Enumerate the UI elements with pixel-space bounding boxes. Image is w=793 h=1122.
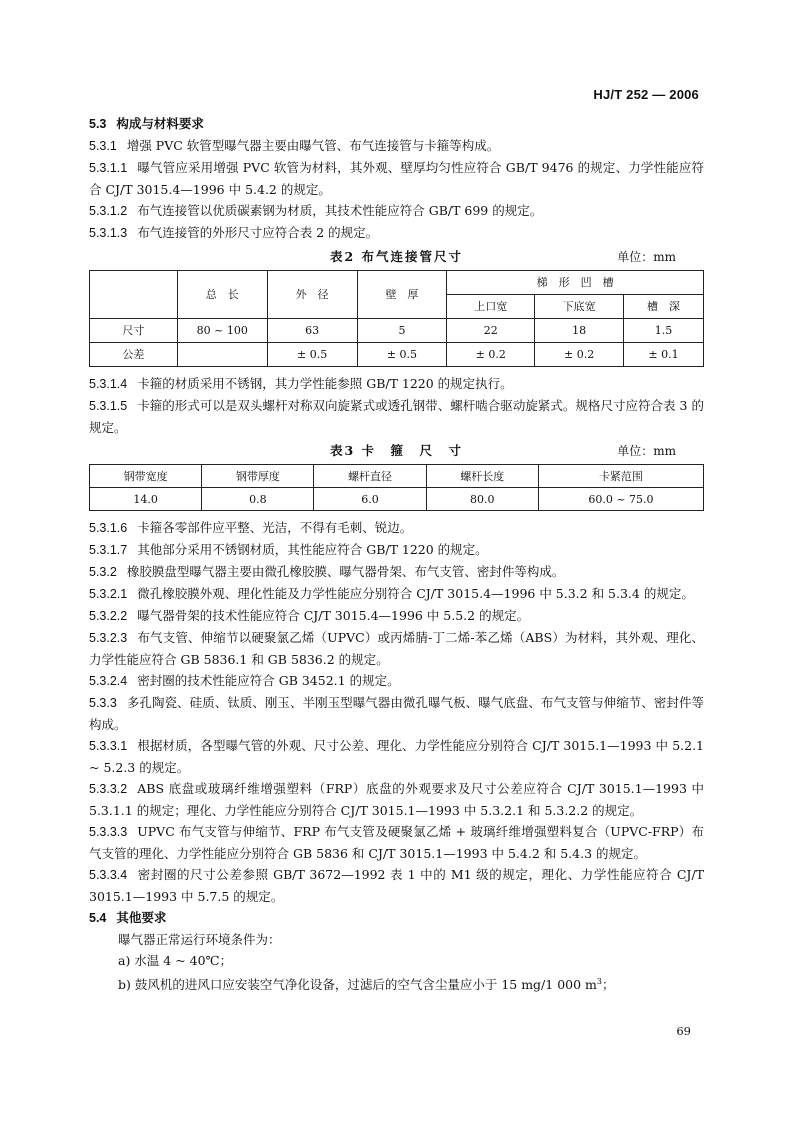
table3-clamp-dimensions xyxy=(89,464,704,511)
table2-connector-dimensions xyxy=(89,270,704,367)
clause-paragraph xyxy=(89,627,704,670)
document-code: HJ/T 252 — 2006 xyxy=(593,87,699,102)
table-cell: ± 0.1 xyxy=(624,343,704,367)
table2-caption-row xyxy=(89,246,704,268)
table-row xyxy=(90,488,704,511)
clause-number: 5.3.2.3 xyxy=(89,631,128,645)
clauses-group-c xyxy=(89,517,704,929)
table-cell: 22 xyxy=(447,319,535,343)
env-item-b xyxy=(89,971,704,995)
clause-number: 5.3.3.3 xyxy=(89,825,128,839)
table-cell: 14.0 xyxy=(90,488,202,511)
clause-number: 5.3.1.6 xyxy=(89,521,128,535)
table-cell: ± 0.2 xyxy=(447,343,535,367)
table-row xyxy=(90,319,704,343)
table3-header: 卡紧范围 xyxy=(538,465,703,488)
clause-number: 5.3.1.3 xyxy=(89,226,128,240)
clause-number: 5.3.3.1 xyxy=(89,739,128,753)
clause-paragraph xyxy=(89,670,704,692)
env-item-b-superscript: 3 xyxy=(596,977,602,986)
clause-number: 5.3.1.1 xyxy=(89,161,128,175)
env-intro: 曝气器正常运行环境条件为： xyxy=(118,932,281,947)
table2-header-groove-depth: 槽 深 xyxy=(624,295,704,319)
clause-text: 曝气器骨架的技术性能应符合 CJ/T 3015.4—1996 中 5.5.2 的规定。 xyxy=(137,608,530,623)
table2-corner-cell xyxy=(90,271,178,319)
clauses-group-a xyxy=(89,113,704,244)
clause-text: 曝气管应采用增强 PVC 软管为材料，其外观、壁厚均匀性应符合 GB/T 9476 的规定、力学性能应符合 CJ/T 3015.4—1996 中 5.4.2 的规定。 xyxy=(89,160,704,197)
clause-paragraph xyxy=(89,113,704,135)
table-cell: 6.0 xyxy=(314,488,426,511)
clause-number: 5.3.2.1 xyxy=(89,587,128,601)
table-cell: 5 xyxy=(357,319,447,343)
clause-number: 5.3.1.4 xyxy=(89,377,128,391)
table2-header-top-width: 上口宽 xyxy=(447,295,535,319)
clause-paragraph xyxy=(89,864,704,907)
clause-text: ABS 底盘或玻璃纤维增强塑料（FRP）底盘的外观要求及尺寸公差应符合 CJ/T 3015.1—1993 中 5.3.1.1 的规定；理化、力学性能应分别符合 CJ/T 3015.1—1993 中 5.3.2.1 和 5.3.2.2 的规定。 xyxy=(89,781,704,818)
clause-paragraph xyxy=(89,561,704,583)
clause-text: 布气支管、伸缩节以硬聚氯乙烯（UPVC）或丙烯腈-丁二烯-苯乙烯（ABS）为材料，其外观、理化、力学性能应符合 GB 5836.1 和 GB 5836.2 的规定。 xyxy=(89,630,704,667)
table-cell: 0.8 xyxy=(202,488,314,511)
clause-paragraph xyxy=(89,605,704,627)
clause-number: 5.3.3.2 xyxy=(89,782,128,796)
table2-header-length: 总 长 xyxy=(177,271,267,319)
table2-row-label: 尺寸 xyxy=(90,319,178,343)
table-cell: 80.0 xyxy=(426,488,538,511)
clause-text: 其他要求 xyxy=(116,910,167,925)
clause-text: 卡箍的材质采用不锈钢，其力学性能参照 GB/T 1220 的规定执行。 xyxy=(137,376,513,391)
env-item-b-end: ； xyxy=(601,977,615,993)
table-cell: 80 ~ 100 xyxy=(177,319,267,343)
table3-unit: 单位：mm xyxy=(617,444,676,458)
clause-paragraph xyxy=(89,821,704,864)
env-item-a: a) 水温 4 ~ 40℃； xyxy=(118,953,233,968)
table-cell: ± 0.5 xyxy=(357,343,447,367)
clause-text: 构成与材料要求 xyxy=(116,116,204,131)
table3-caption: 表3 卡 箍 尺 寸 xyxy=(329,443,464,458)
clause-number: 5.3 xyxy=(89,117,107,131)
clause-text: 密封圈的技术性能应符合 GB 3452.1 的规定。 xyxy=(137,673,400,688)
table-row xyxy=(90,343,704,367)
clause-paragraph xyxy=(89,539,704,561)
table2-header-wall: 壁 厚 xyxy=(357,271,447,319)
table-cell: 1.5 xyxy=(624,319,704,343)
clause-paragraph xyxy=(89,778,704,821)
clause-text: 根据材质，各型曝气管的外观、尺寸公差、理化、力学性能应分别符合 CJ/T 3015.1—1993 中 5.2.1 ~ 5.2.3 的规定。 xyxy=(89,738,704,775)
clause-number: 5.3.1 xyxy=(89,139,117,153)
clause-paragraph xyxy=(89,692,704,735)
table-cell: 60.0 ~ 75.0 xyxy=(538,488,703,511)
clause-text: 其他部分采用不锈钢材质，其性能应符合 GB/T 1220 的规定。 xyxy=(137,542,488,557)
clause-number: 5.3.1.5 xyxy=(89,399,128,413)
table3-header: 钢带宽度 xyxy=(90,465,202,488)
clause-paragraph xyxy=(89,735,704,778)
clause-number: 5.3.2 xyxy=(89,565,117,579)
clause-number: 5.3.3.4 xyxy=(89,868,128,882)
table3-header: 螺杆直径 xyxy=(314,465,426,488)
document-body xyxy=(89,113,704,995)
clause-paragraph xyxy=(89,200,704,222)
clause-paragraph xyxy=(89,517,704,539)
table2-header-groove: 梯 形 凹 槽 xyxy=(447,271,704,295)
clause-text: 增强 PVC 软管型曝气器主要由曝气管、布气连接管与卡箍等构成。 xyxy=(126,138,500,153)
table2-row-label: 公差 xyxy=(90,343,178,367)
table-cell: ± 0.2 xyxy=(535,343,624,367)
clause-text: 微孔橡胶膜外观、理化性能及力学性能应分别符合 CJ/T 3015.4—1996 中 5.3.2 和 5.3.4 的规定。 xyxy=(137,586,694,601)
clause-paragraph xyxy=(89,135,704,157)
clause-number: 5.3.3 xyxy=(89,696,117,710)
page-number: 69 xyxy=(676,1024,691,1038)
clause-number: 5.4 xyxy=(89,911,107,925)
clause-text: 卡箍的形式可以是双头螺杆对称双向旋紧式或透孔钢带、螺杆啮合驱动旋紧式。规格尺寸应符合表 3 的规定。 xyxy=(89,398,704,435)
table3-header: 钢带厚度 xyxy=(202,465,314,488)
table2-header-bottom-width: 下底宽 xyxy=(535,295,624,319)
table-cell: ± 0.5 xyxy=(267,343,357,367)
clause-text: 布气连接管以优质碳素钢为材质，其技术性能应符合 GB/T 699 的规定。 xyxy=(137,203,543,218)
clause-text: 布气连接管的外形尺寸应符合表 2 的规定。 xyxy=(137,225,379,240)
clause-number: 5.3.1.2 xyxy=(89,204,128,218)
clause-paragraph xyxy=(89,373,704,395)
clause-number: 5.3.1.7 xyxy=(89,543,128,557)
table2-header-outer-diameter: 外 径 xyxy=(267,271,357,319)
table3-header: 螺杆长度 xyxy=(426,465,538,488)
clause-text: 密封圈的尺寸公差参照 GB/T 3672—1992 表 1 中的 M1 级的规定，理化、力学性能应符合 CJ/T 3015.1—1993 中 5.7.5 的规定。 xyxy=(89,867,704,904)
table-cell: 18 xyxy=(535,319,624,343)
clause-paragraph xyxy=(89,222,704,244)
table-cell xyxy=(177,343,267,367)
clause-paragraph xyxy=(89,583,704,605)
clause-paragraph xyxy=(89,395,704,438)
table2-caption: 表2 布气连接管尺寸 xyxy=(329,249,464,264)
clause-paragraph xyxy=(89,157,704,200)
table2-unit: 单位：mm xyxy=(617,250,676,264)
clause-text: 橡胶膜盘型曝气器主要由微孔橡胶膜、曝气器骨架、布气支管、密封件等构成。 xyxy=(126,564,565,579)
table3-caption-row xyxy=(89,440,704,462)
clause-text: UPVC 布气支管与伸缩节、FRP 布气支管及硬聚氯乙烯 + 玻璃纤维增强塑料复合（UPVC-FRP）布气支管的理化、力学性能应分别符合 GB 5836 和 CJ/T 3015.1—1993 中 5.4.2 和 5.4.3 的规定。 xyxy=(89,824,704,861)
clause-paragraph xyxy=(89,907,704,929)
clause-text: 卡箍各零部件应平整、光洁，不得有毛刺、锐边。 xyxy=(137,520,413,535)
clause-number: 5.3.2.2 xyxy=(89,609,128,623)
env-item-b-text: b) 鼓风机的进风口应安装空气净化设备，过滤后的空气含尘量应小于 15 mg/1 000 m xyxy=(118,977,597,993)
clauses-group-b xyxy=(89,373,704,438)
clause-text: 多孔陶瓷、硅质、钛质、刚玉、半刚玉型曝气器由微孔曝气板、曝气底盘、布气支管与伸缩节、密封件等构成。 xyxy=(89,695,704,732)
table-cell: 63 xyxy=(267,319,357,343)
clause-number: 5.3.2.4 xyxy=(89,674,128,688)
